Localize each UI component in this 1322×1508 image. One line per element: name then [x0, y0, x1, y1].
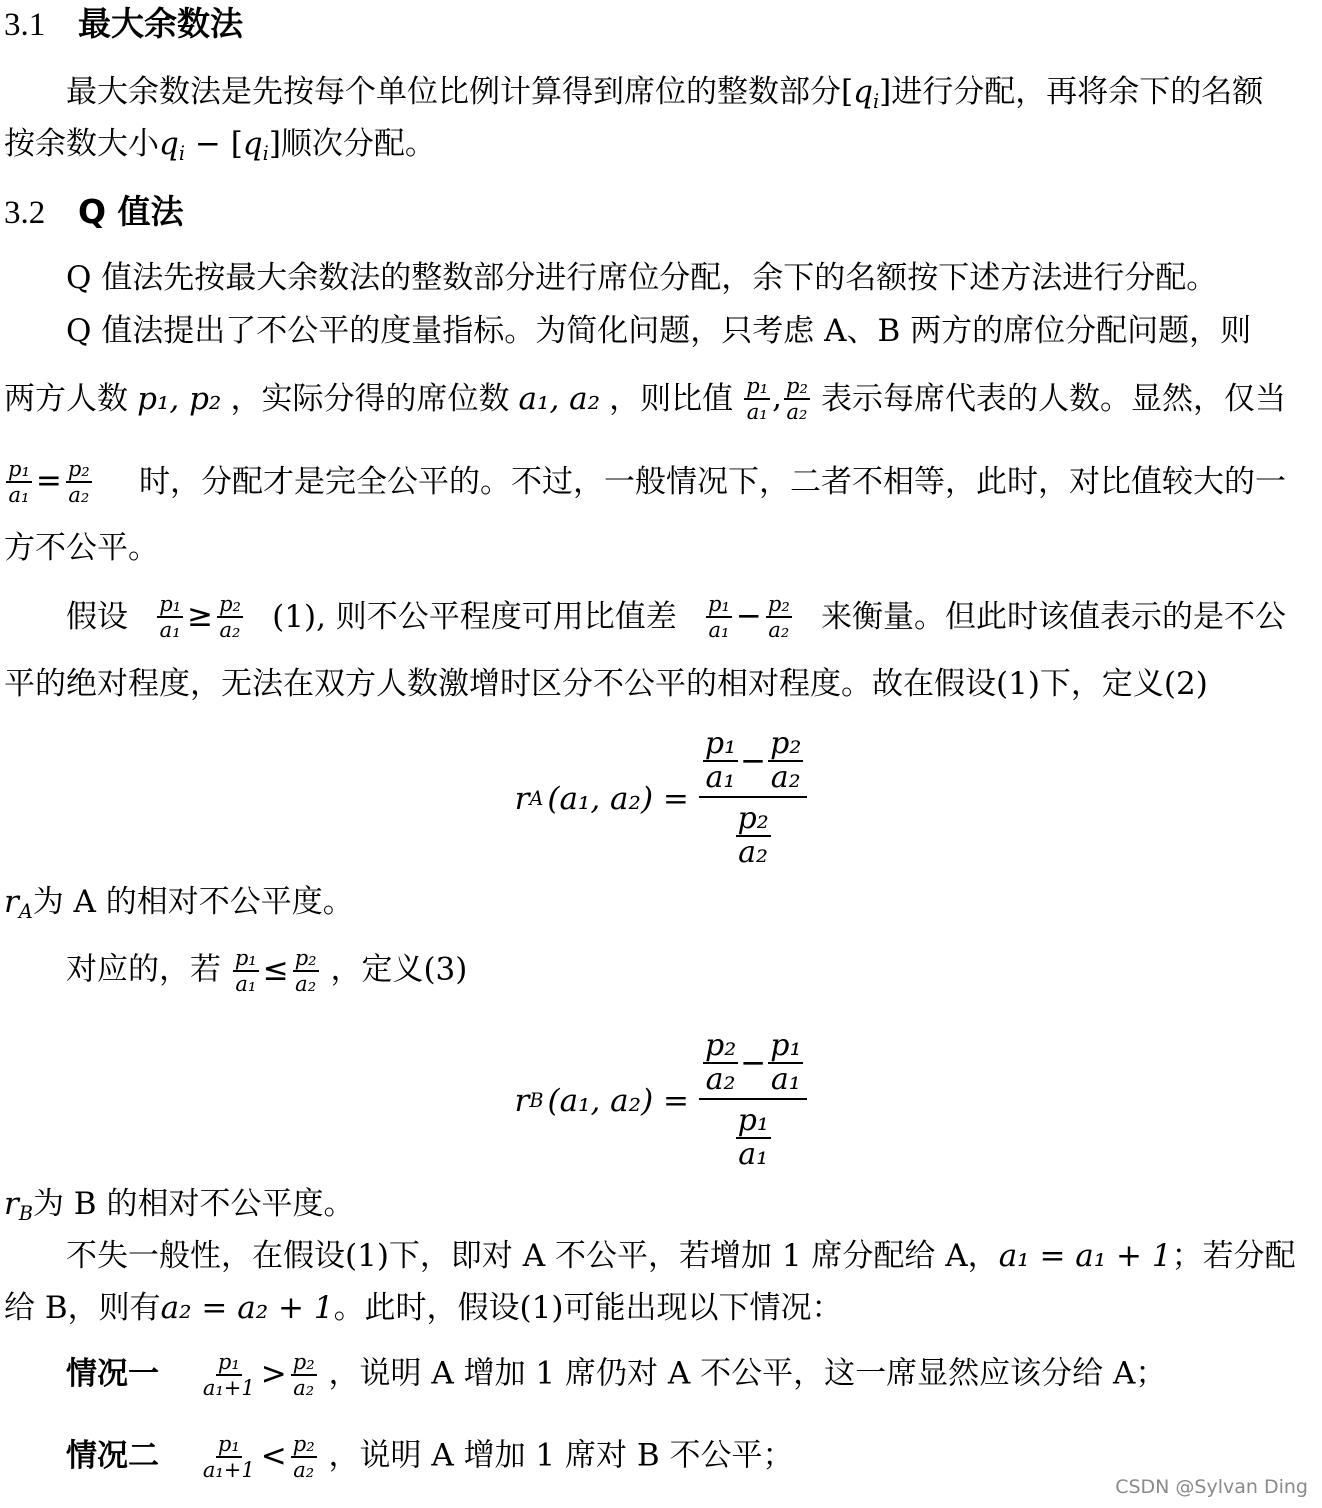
text: 两方人数	[4, 381, 128, 417]
section-number: 3.2	[4, 195, 46, 231]
math-var: q	[159, 126, 179, 162]
ratio-diff: $\frac{\text{p₁}}{\text{a₁}}$ − $\frac{\text{p₂}}{\text{a₂}}$	[708, 592, 790, 642]
math-sub: i	[262, 141, 269, 165]
paragraph-line	[4, 374, 1286, 424]
math-vars: p₁, p₂	[137, 381, 222, 417]
paragraph-line: 不失一般性，在假设(1)下，即对 A 不公平，若增加 1 席分配给 A， a₁ = a₁ + 1 ；若分配	[66, 1238, 1296, 1274]
section-title: Q 值法	[78, 192, 184, 231]
equation-3: r B (a₁, a₂) = p₂ a₂ − $\frac{\text{p₁}}{\text{a₁}}$ $\frac{\text{p₁}}{\text{a₁}}$	[0, 1030, 1322, 1171]
math-vars: a₁, a₂	[518, 381, 601, 417]
math-expr: a₂ = a₂ + 1	[160, 1290, 334, 1326]
text: 假设	[66, 599, 128, 635]
watermark: CSDN @Sylvan Ding	[1115, 1476, 1308, 1498]
ratio-pair: $\frac{\text{p₁}}{\text{a₁}}$ , $\frac{\text{p₂}}{\text{a₂}}$	[746, 374, 808, 424]
text: ，则比值	[609, 381, 734, 417]
equality: $\frac{\text{p₁}}{\text{a₁}}$ = $\frac{\text{p₂}}{\text{a₂}}$	[8, 457, 90, 507]
text: 表示每席代表的人数。显然，仅当	[820, 381, 1286, 417]
section-heading-3-2	[4, 192, 1286, 233]
text: ]进行分配，再将余下的名额	[879, 74, 1264, 110]
fraction: $\frac{\text{p₂}}{\text{a₂}}$	[786, 374, 808, 424]
big-fraction: p₂ a₂ − $\frac{\text{p₁}}{\text{a₁}}$ $\frac{\text{p₁}}{\text{a₁}}$	[699, 1030, 807, 1171]
math-var: q	[853, 74, 873, 110]
case-2: 情况二 $\frac{\text{p₁}}{\text{a₁+1}}$ < $\frac{\text{p₂}}{\text{a₂}}$ ，说明 A 增加 1 席对 B 不公平；	[66, 1432, 794, 1482]
section-title: 最大余数法	[78, 4, 243, 43]
math-sub: i	[872, 89, 880, 113]
math-expr: a₁ = a₁ + 1	[998, 1238, 1172, 1274]
case-1: 情况一 $\frac{\text{p₁}}{\text{a₁+1}}$ > $\frac{\text{p₂}}{\text{a₂}}$ ，说明 A 增加 1 席仍对 A 不公平，这一席显然应该分给 A；	[66, 1350, 1167, 1400]
math-sub: i	[178, 141, 186, 165]
text: 来衡量。但此时该值表示的是不公	[820, 599, 1286, 635]
math-op: − [	[185, 126, 243, 162]
paragraph-line	[4, 457, 1286, 507]
text: ]顺次分配。	[268, 126, 436, 162]
assumption-1: $\frac{\text{p₁}}{\text{a₁}}$ ≥ $\frac{\text{p₂}}{\text{a₂}}$	[159, 592, 241, 642]
fraction: $\frac{\text{p₁}}{\text{a₁}}$	[746, 374, 769, 424]
case-label: 情况一	[66, 1355, 159, 1392]
text: 时，分配才是完全公平的。不过，一般情况下，二者不相等，此时，对比值较大的一	[139, 464, 1286, 500]
paragraph-line	[66, 72, 1286, 112]
paragraph-line: Q 值法先按最大余数法的整数部分进行席位分配，余下的名额按下述方法进行分配。	[66, 260, 1218, 296]
paragraph-line: 给 B，则有a₂ = a₂ + 1。此时，假设(1)可能出现以下情况：	[4, 1290, 843, 1326]
big-fraction: p₁ a₁ − $\frac{\text{p₂}}{\text{a₂}}$ $\frac{\text{p₂}}{\text{a₂}}$	[699, 728, 807, 869]
math-var: q	[242, 126, 263, 162]
section-number: 3.1	[4, 7, 46, 43]
section-heading-3-1	[4, 4, 1286, 45]
text: 按余数大小	[4, 126, 159, 162]
paragraph-line: $r_A$为 A 的相对不公平度。	[4, 884, 354, 923]
paragraph-line: 方不公平。	[4, 530, 159, 566]
paragraph-line: $r_B$为 B 的相对不公平度。	[4, 1186, 355, 1225]
text: (1), 则不公平程度可用比值差	[272, 599, 677, 635]
assumption-3: $\frac{\text{p₁}}{\text{a₁}}$ ≤ $\frac{\text{p₂}}{\text{a₂}}$	[234, 946, 317, 996]
paragraph-line: 对应的，若 $\frac{\text{p₁}}{\text{a₁}}$ ≤ $\frac{\text{p₂}}{\text{a₂}}$ ，定义(3)	[66, 946, 468, 996]
paragraph-line	[4, 124, 1286, 164]
paragraph-line: 平的绝对程度，无法在双方人数激增时区分不公平的相对程度。故在假设(1)下，定义(2)	[4, 666, 1208, 702]
text: 最大余数法是先按每个单位比例计算得到席位的整数部分[	[66, 74, 854, 110]
equation-2: r A (a₁, a₂) = p₁ a₁ − $\frac{\text{p₂}}{\text{a₂}}$ $\frac{\text{p₂}}{\text{a₂}}$	[0, 728, 1322, 869]
case-label: 情况二	[66, 1437, 159, 1474]
paragraph-line: Q 值法提出了不公平的度量指标。为简化问题，只考虑 A、B 两方的席位分配问题，则	[66, 313, 1252, 349]
text: ，实际分得的席位数	[230, 381, 510, 417]
paragraph-line	[66, 592, 1286, 642]
